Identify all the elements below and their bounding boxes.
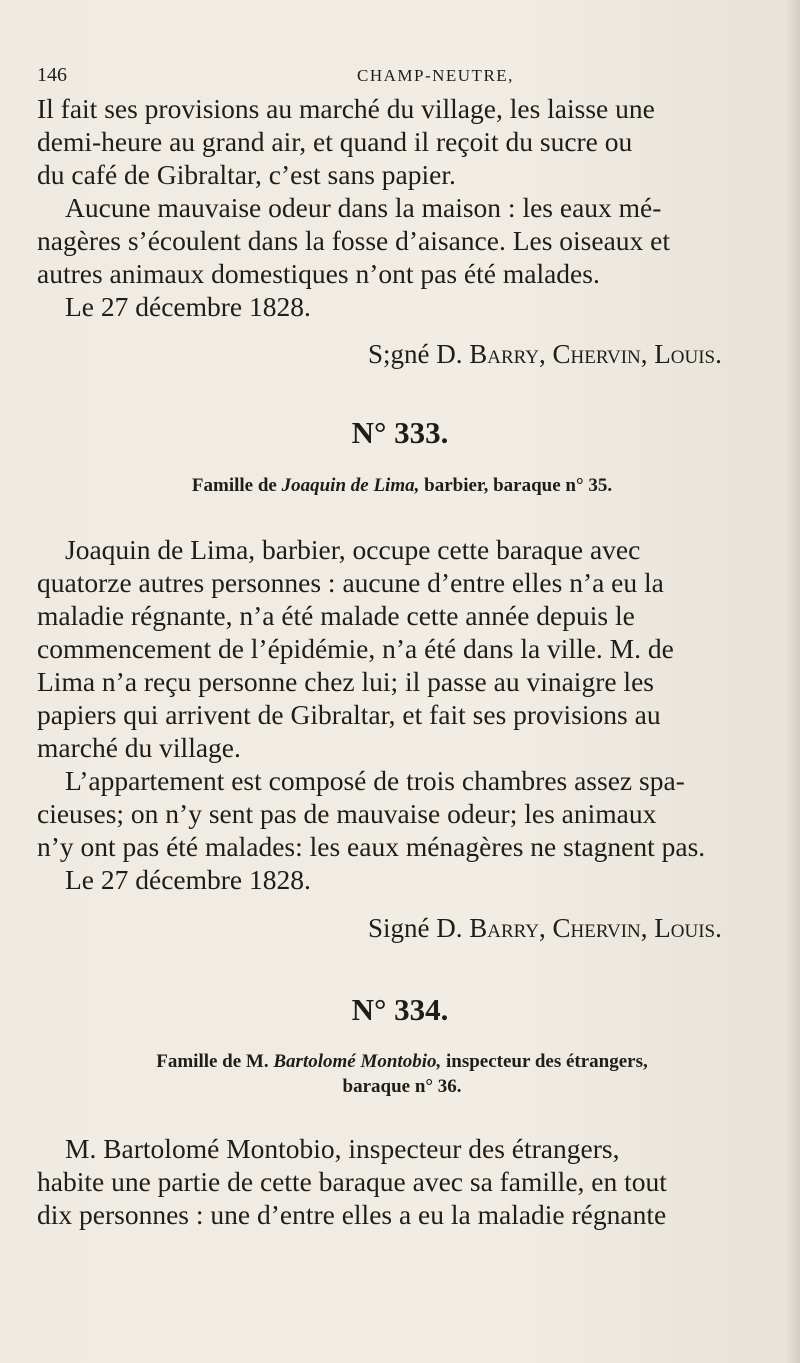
page-number: 146 <box>37 64 67 86</box>
signature-line <box>368 913 722 944</box>
text-line: commencement de l’épidémie, n’a été dans la ville. M. de <box>37 633 674 664</box>
text-line: maladie régnante, n’a été malade cette année depuis le <box>37 600 635 631</box>
text-line: Joaquin de Lima, barbier, occupe cette baraque avec <box>65 534 641 565</box>
report-date: Le 27 décembre 1828. <box>65 291 311 322</box>
family-heading-line2: baraque n° 36. <box>342 1076 462 1097</box>
text-line: demi-heure au grand air, et quand il reçoit du sucre ou <box>37 126 633 157</box>
report-date: Le 27 décembre 1828. <box>65 864 311 895</box>
signature-line <box>368 339 722 370</box>
continued-paragraph <box>37 92 767 323</box>
text-line: marché du village. <box>37 732 241 763</box>
text-line: habite une partie de cette baraque avec sa famille, en tout <box>37 1166 667 1197</box>
running-head: CHAMP-NEUTRE, <box>357 66 514 85</box>
entry-333-body <box>37 533 767 896</box>
signature-names: Barry, Chervin, Louis. <box>469 913 722 943</box>
text-line: dix personnes : une d’entre elles a eu la maladie régnante <box>37 1199 667 1230</box>
text-line: n’y ont pas été malades: les eaux ménagères ne stagnent pas. <box>37 831 706 862</box>
family-heading <box>37 1049 767 1075</box>
text-line: L’appartement est composé de trois chambres assez spa- <box>65 765 685 796</box>
family-suffix: inspecteur des étrangers, <box>441 1051 648 1072</box>
family-prefix: Famille de <box>191 475 282 496</box>
entry-number: N° 334. <box>351 992 449 1027</box>
text-line: M. Bartolomé Montobio, inspecteur des étrangers, <box>65 1133 620 1164</box>
text-line: nagères s’écoulent dans la fosse d’aisance. Les oiseaux et <box>37 225 671 256</box>
signature-prefix: S;gné D. <box>368 339 470 369</box>
family-suffix: barbier, baraque n° 35. <box>419 475 613 496</box>
text-line: papiers qui arrivent de Gibraltar, et fait ses provisions au <box>37 699 661 730</box>
family-prefix: Famille de M. <box>156 1051 274 1072</box>
text-line: cieuses; on n’y sent pas de mauvaise odeur; les animaux <box>37 798 657 829</box>
signature-names: Barry, Chervin, Louis. <box>469 339 722 369</box>
family-heading <box>37 473 767 499</box>
page-header <box>37 64 777 90</box>
family-name: Bartolomé Montobio, <box>273 1051 442 1072</box>
text-line: quatorze autres personnes : aucune d’entre elles n’a eu la <box>37 567 664 598</box>
text-line: Aucune mauvaise odeur dans la maison : les eaux mé- <box>65 192 662 223</box>
family-name: Joaquin de Lima, <box>281 475 420 496</box>
signature-prefix: Signé D. <box>368 913 470 943</box>
page-edge-shadow <box>786 0 800 1363</box>
text-line: du café de Gibraltar, c’est sans papier. <box>37 159 456 190</box>
text-line: autres animaux domestiques n’ont pas été malades. <box>37 258 600 289</box>
entry-number: N° 333. <box>351 415 449 450</box>
entry-334-body <box>37 1132 767 1231</box>
text-line: Il fait ses provisions au marché du village, les laisse une <box>37 93 655 124</box>
text-line: Lima n’a reçu personne chez lui; il passe au vinaigre les <box>37 666 654 697</box>
